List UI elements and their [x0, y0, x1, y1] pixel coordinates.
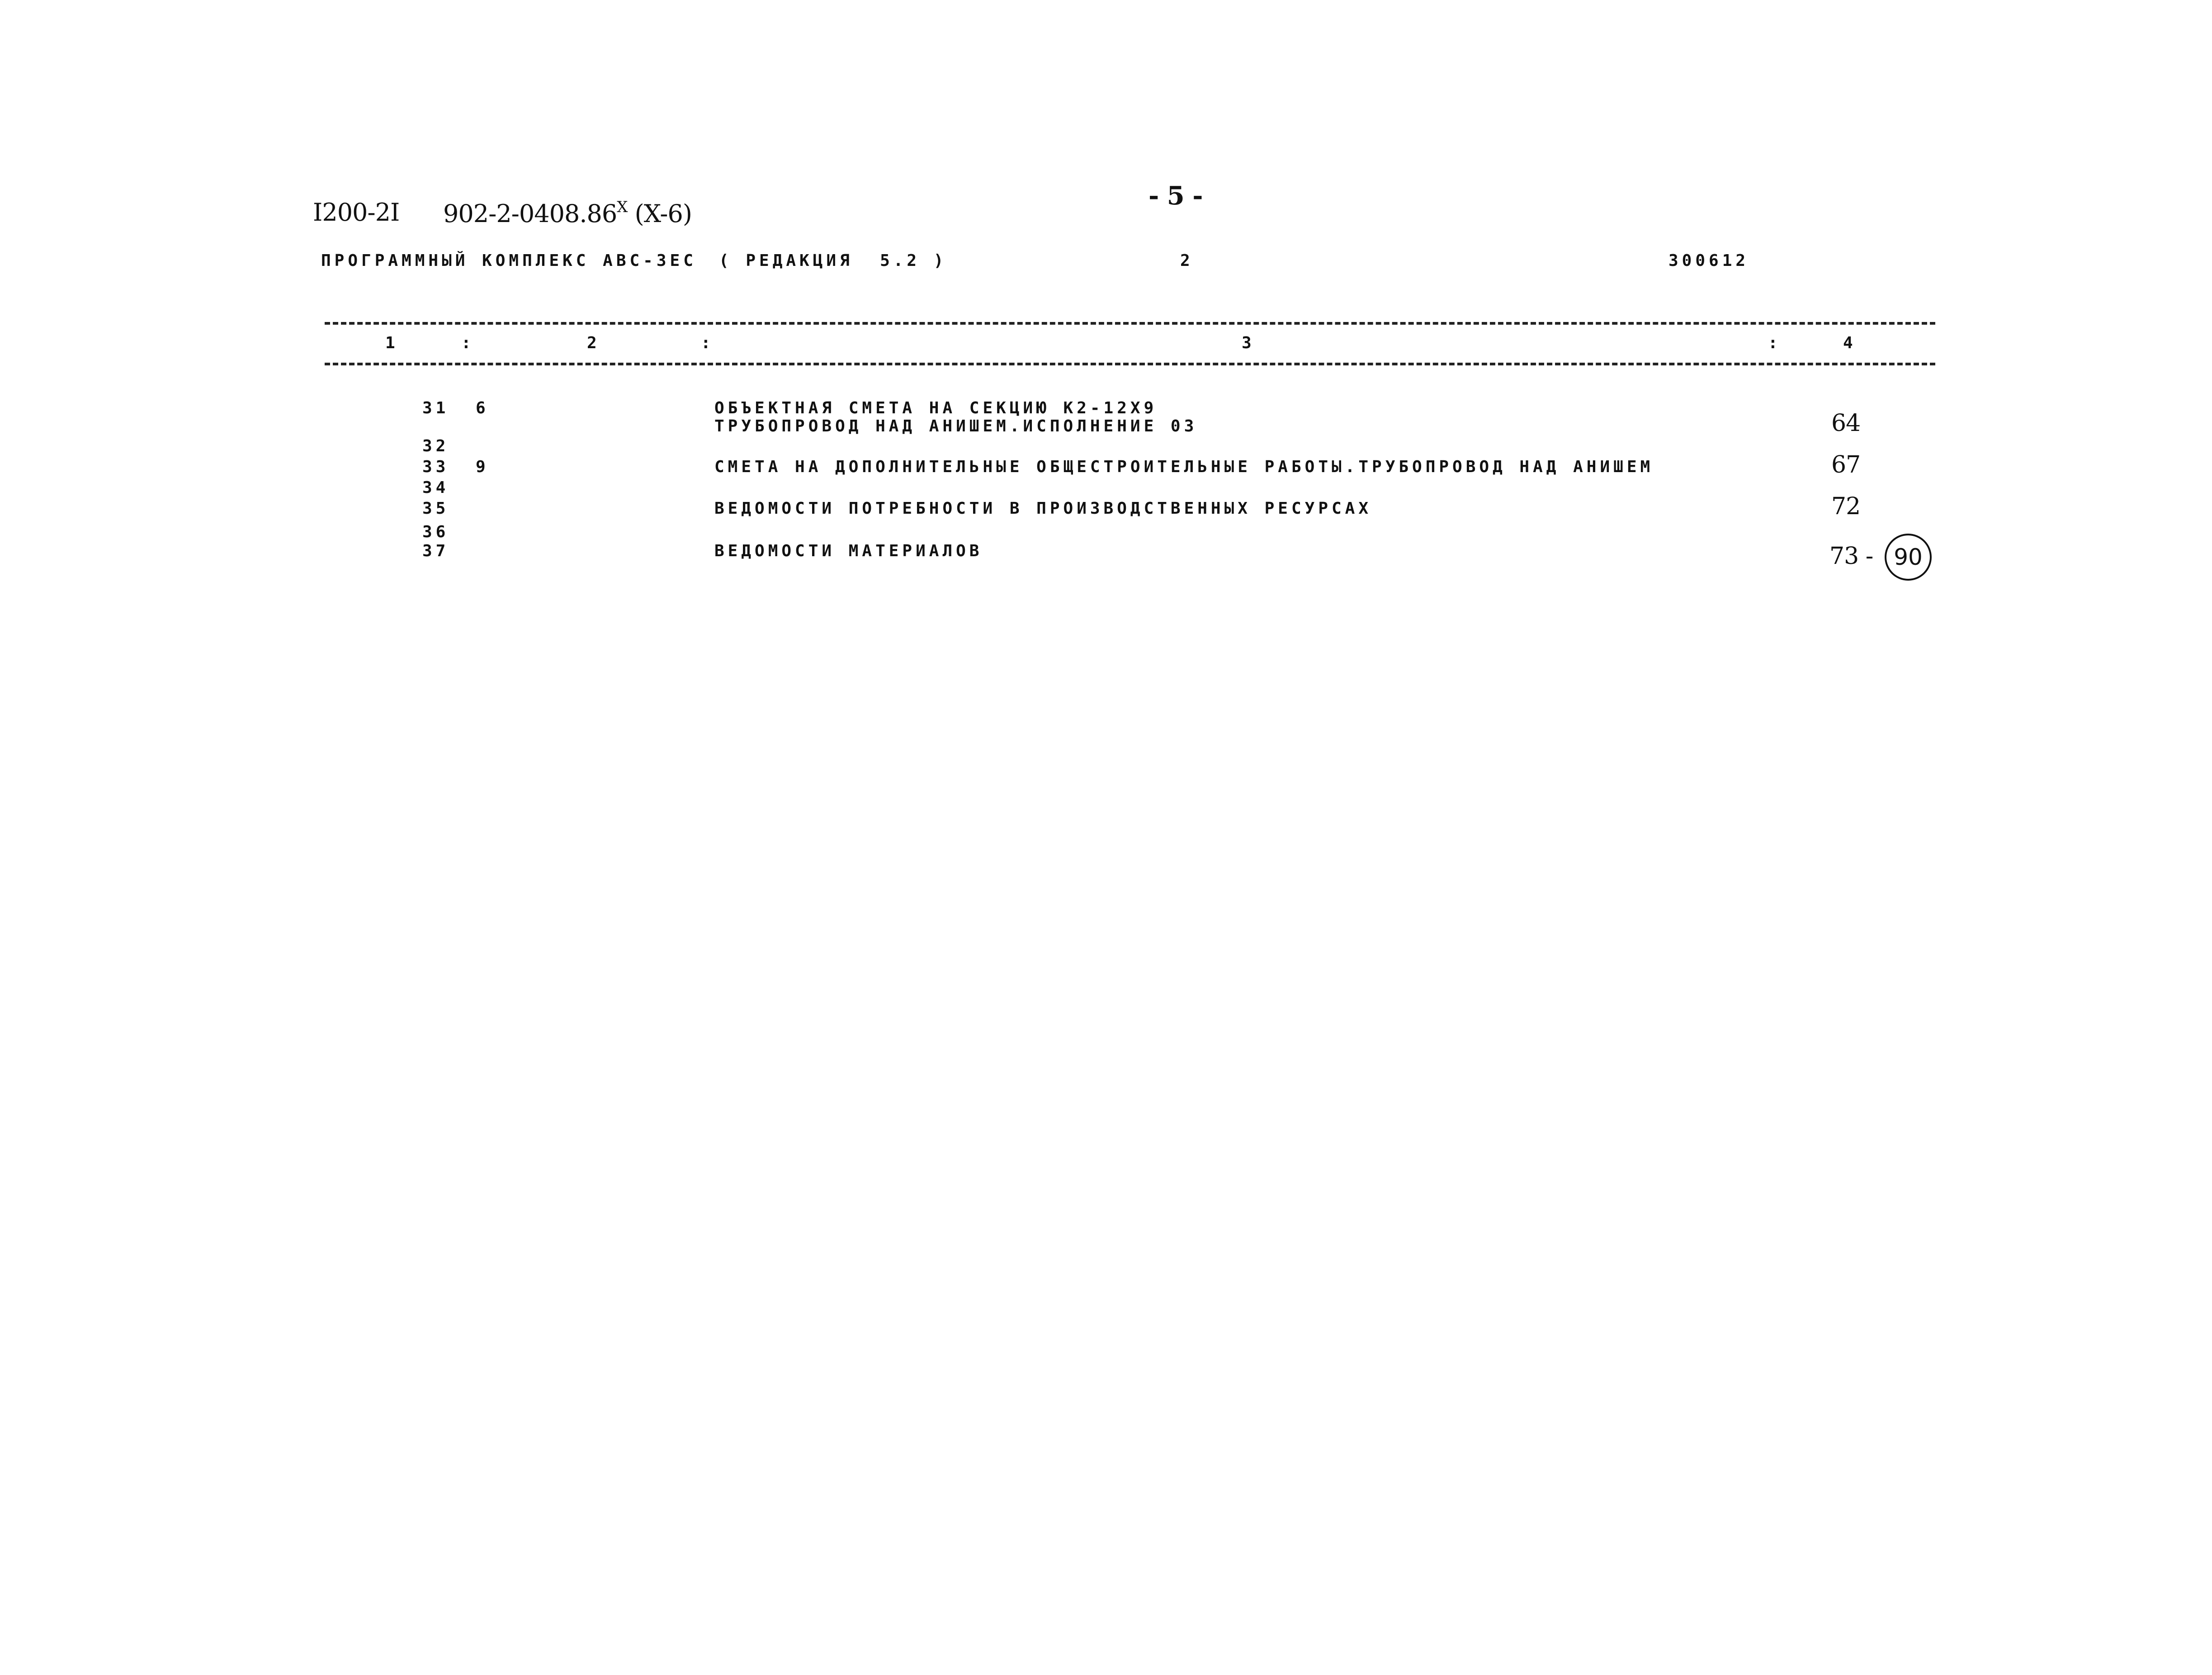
row-description: СМЕТА НА ДОПОЛНИТЕЛЬНЫЕ ОБЩЕСТРОИТЕЛЬНЫЕ РАБОТЫ.ТРУБОПРОВОД НАД АНИШЕМ — [714, 458, 1654, 476]
row-page: 73 - — [1829, 543, 1873, 570]
row-number: 35 — [422, 499, 449, 518]
row-number: 37 — [422, 542, 449, 560]
column-header-4: 4 — [1843, 334, 1857, 352]
row-column-2: 6 — [476, 399, 489, 417]
document-number-suffix: (X-6) — [634, 199, 692, 228]
row-number: 36 — [422, 523, 449, 541]
column-header-3: 3 — [1242, 334, 1255, 352]
document-number-superscript: X — [617, 198, 628, 216]
row-column-2: 9 — [476, 458, 489, 476]
table-header-rule — [325, 363, 1935, 365]
row-page: 72 — [1831, 493, 1861, 520]
document-number — [443, 198, 692, 228]
row-number: 34 — [422, 478, 449, 497]
row-description: ОБЪЕКТНАЯ СМЕТА НА СЕКЦИЮ К2-12Х9 — [714, 399, 1158, 417]
row-page: 67 — [1831, 451, 1861, 478]
document-number-main: 902-2-0408.86 — [443, 199, 617, 228]
sheet-code: I200-2I — [313, 198, 400, 227]
row-description: ВЕДОМОСТИ МАТЕРИАЛОВ — [714, 542, 983, 560]
table-top-rule — [325, 322, 1935, 325]
page-number-mark: - 5 - — [1149, 181, 1203, 211]
row-page: 64 — [1831, 410, 1861, 437]
column-separator-2: : — [701, 334, 714, 352]
program-code: 300612 — [1668, 251, 1749, 270]
row-number: 31 — [422, 399, 449, 417]
column-separator-1: : — [461, 334, 475, 352]
sheet-number: 2 — [1180, 251, 1194, 270]
row-description: ВЕДОМОСТИ ПОТРЕБНОСТИ В ПРОИЗВОДСТВЕННЫХ РЕСУРСАХ — [714, 499, 1372, 518]
row-description-continued: ТРУБОПРОВОД НАД АНИШЕМ.ИСПОЛНЕНИЕ 03 — [714, 417, 1198, 435]
row-number: 32 — [422, 437, 449, 455]
column-separator-3: : — [1768, 334, 1782, 352]
column-header-2: 2 — [587, 334, 600, 352]
program-name: ПРОГРАММНЫЙ КОМПЛЕКС АВС-3ЕС — [321, 251, 697, 270]
circled-page-number: 90 — [1885, 534, 1932, 581]
column-header-1: 1 — [385, 334, 399, 352]
row-number: 33 — [422, 458, 449, 476]
program-edition: ( РЕДАКЦИЯ 5.2 ) — [719, 251, 947, 270]
